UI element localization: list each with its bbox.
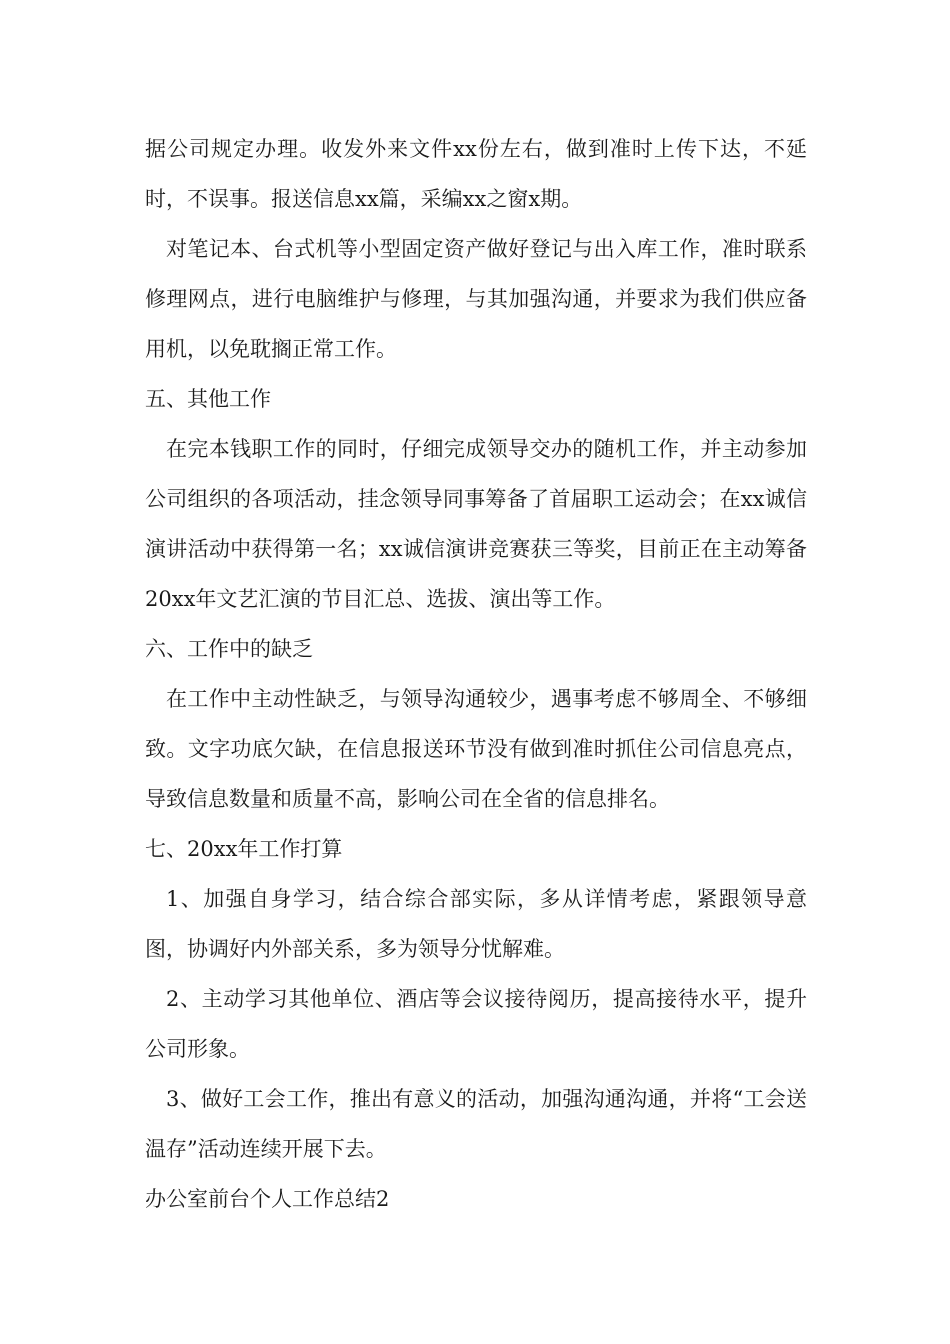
paragraph: 对笔记本、台式机等小型固定资产做好登记与出入库工作，准时联系修理网点，进行电脑维护与修理，与其加强沟通，并要求为我们供应备用机，以免耽搁正常工作。 [145, 237, 807, 361]
paragraph: 在完本钱职工作的同时，仔细完成领导交办的随机工作，并主动参加公司组织的各项活动，挂念领导同事筹备了首届职工运动会；在xx诚信演讲活动中获得第一名；xx诚信演讲竞赛获三等奖，目前正在主动筹备20xx年文艺汇演的节目汇总、选拔、演出等工作。 [145, 437, 807, 611]
document-body [145, 124, 807, 1224]
paragraph: 1、加强自身学习，结合综合部实际，多从详情考虑，紧跟领导意图，协调好内外部关系，多为领导分忧解难。 [145, 887, 807, 961]
paragraph: 3、做好工会工作，推出有意义的活动，加强沟通沟通，并将“工会送温存”活动连续开展下去。 [145, 1087, 807, 1161]
paragraph: 2、主动学习其他单位、酒店等会议接待阅历，提高接待水平，提升公司形象。 [145, 987, 807, 1061]
section-heading: 七、20xx年工作打算 [145, 837, 343, 861]
paragraph: 据公司规定办理。收发外来文件xx份左右，做到准时上传下达，不延时，不误事。报送信息xx篇，采编xx之窗x期。 [145, 137, 807, 211]
section-heading: 六、工作中的缺乏 [145, 637, 313, 661]
document-subtitle: 办公室前台个人工作总结2 [145, 1187, 390, 1211]
paragraph: 在工作中主动性缺乏，与领导沟通较少，遇事考虑不够周全、不够细致。文字功底欠缺，在信息报送环节没有做到准时抓住公司信息亮点，导致信息数量和质量不高，影响公司在全省的信息排名。 [145, 687, 807, 811]
section-heading: 五、其他工作 [145, 387, 271, 411]
